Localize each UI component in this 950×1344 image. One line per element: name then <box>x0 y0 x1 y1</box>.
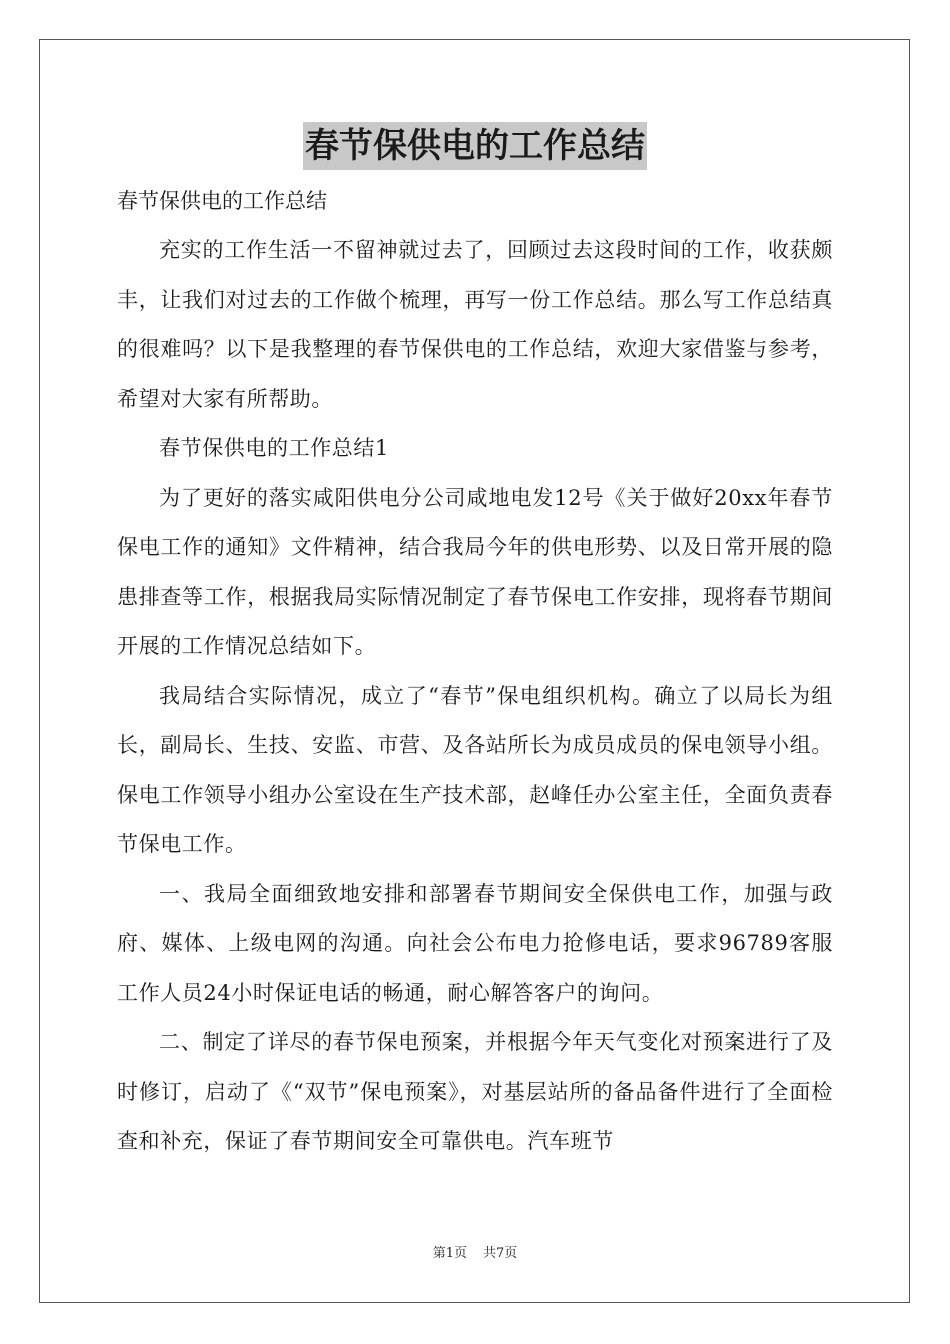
section-heading-1: 春节保供电的工作总结1 <box>159 436 389 460</box>
title-area <box>0 122 950 170</box>
paragraph-item-2: 二、制定了详尽的春节保电预案，并根据今年天气变化对预案进行了及时修订，启动了《“双节”保电预案》，对基层站所的备品备件进行了全面检查和补充，保证了春节期间安全可靠供电。汽车班节 <box>117 1030 833 1153</box>
paragraph-intro: 充实的工作生活一不留神就过去了，回顾过去这段时间的工作，收获颇丰，让我们对过去的工作做个梳理，再写一份工作总结。那么写工作总结真的很难吗？以下是我整理的春节保供电的工作总结，欢迎大家借鉴与参考，希望对大家有所帮助。 <box>117 238 833 411</box>
document-body <box>117 176 833 1167</box>
paragraph-organization: 我局结合实际情况，成立了“春节”保电组织机构。确立了以局长为组长，副局长、生技、安监、市营、及各站所长为成员成员的保电领导小组。保电工作领导小组办公室设在生产技术部，赵峰任办公室主任，全面负责春节保电工作。 <box>117 683 833 856</box>
page-number-total: 共7页 <box>483 1246 518 1261</box>
page-number-current: 第1页 <box>432 1246 467 1261</box>
paragraph-item-1: 一、我局全面细致地安排和部署春节期间安全保供电工作，加强与政府、媒体、上级电网的沟通。向社会公布电力抢修电话，要求96789客服工作人员24小时保证电话的畅通，耐心解答客户的询问。 <box>117 881 833 1005</box>
paragraph-purpose: 为了更好的落实咸阳供电分公司咸地电发12号《关于做好20xx年春节保电工作的通知》文件精神，结合我局今年的供电形势、以及日常开展的隐患排查等工作，根据我局实际情况制定了春节保电工作安排，现将春节期间开展的工作情况总结如下。 <box>117 485 833 658</box>
page-footer <box>0 1244 950 1264</box>
document-subtitle: 春节保供电的工作总结 <box>117 189 327 213</box>
document-title: 春节保供电的工作总结 <box>303 122 647 170</box>
